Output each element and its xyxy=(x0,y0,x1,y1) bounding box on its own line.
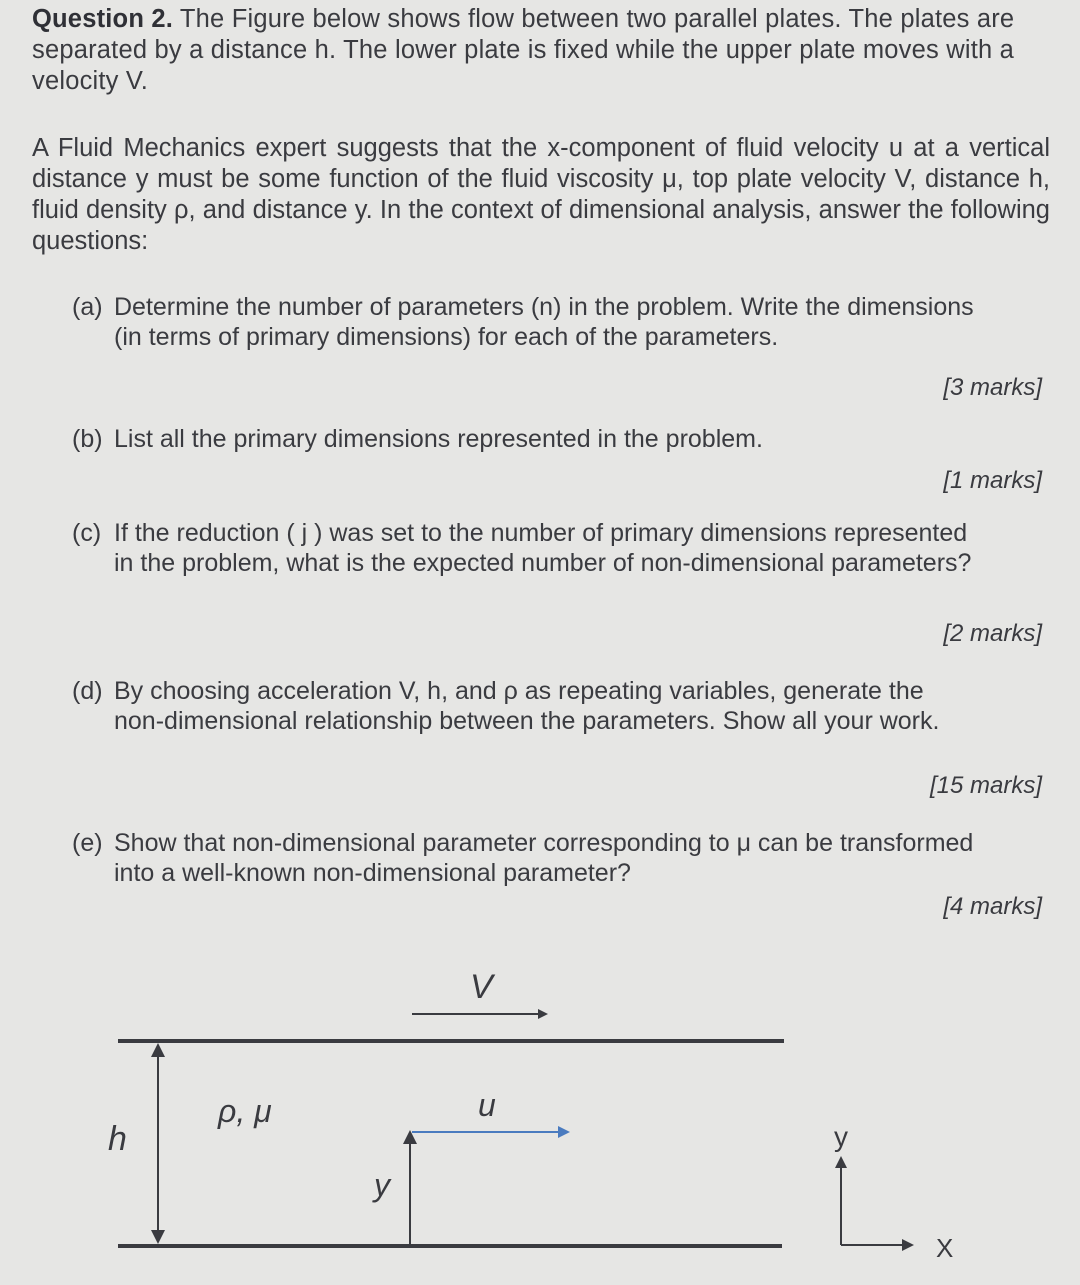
part-d-line2: non-dimensional relationship between the parameters. Show all your work. xyxy=(114,707,940,735)
part-a-line2: (in terms of primary dimensions) for each of the parameters. xyxy=(114,323,779,351)
part-c-line2: in the problem, what is the expected number of non-dimensional parameters? xyxy=(114,549,972,577)
part-c-marks: [2 marks] xyxy=(943,620,1042,647)
h-arrow-up-icon xyxy=(151,1043,165,1057)
part-a-line1: Determine the number of parameters (n) in the problem. Write the dimensions xyxy=(114,293,974,321)
part-c-line1: If the reduction ( j ) was set to the number of primary dimensions represented xyxy=(114,519,968,547)
axis-y-arrow-icon xyxy=(835,1156,847,1168)
part-b-label: (b) xyxy=(72,425,103,453)
axis-x-label: X xyxy=(936,1233,954,1263)
label-V: V xyxy=(470,968,493,1006)
part-a-marks: [3 marks] xyxy=(943,374,1042,401)
axis-x-arrow-icon xyxy=(902,1239,914,1251)
part-e-line1: Show that non-dimensional parameter corresponding to μ can be transformed xyxy=(114,829,974,857)
part-d-line1: By choosing acceleration V, h, and ρ as repeating variables, generate the xyxy=(114,677,924,705)
label-h: h xyxy=(108,1120,127,1158)
part-c-label: (c) xyxy=(72,519,102,547)
axis-y-label: y xyxy=(834,1121,848,1152)
question-number: Question 2. xyxy=(32,5,174,33)
part-a-label: (a) xyxy=(72,293,103,321)
part-e-label: (e) xyxy=(72,829,103,857)
label-u: u xyxy=(478,1087,496,1123)
part-b-marks: [1 marks] xyxy=(943,467,1042,494)
label-rho-mu: ρ, μ xyxy=(218,1093,272,1129)
question-paragraph: A Fluid Mechanics expert suggests that the x-component of fluid velocity u at a vertical distance y must be some function of the fluid viscosity μ, top plate velocity V, distance h, fluid density ρ, and distance y. In the context of dimensional analysis, answer the following questions: xyxy=(32,134,1050,255)
h-arrow-down-icon xyxy=(151,1230,165,1244)
part-d-label: (d) xyxy=(72,677,103,705)
question-intro-text: The Figure below shows flow between two parallel plates. The plates are separated by a distance h. The lower plate is fixed while the upper plate moves with a velocity V. xyxy=(32,5,1015,95)
part-e-line2: into a well-known non-dimensional parameter? xyxy=(114,859,631,887)
part-b-line1: List all the primary dimensions represented in the problem. xyxy=(114,425,763,453)
part-d-marks: [15 marks] xyxy=(929,772,1042,799)
part-e-marks: [4 marks] xyxy=(943,893,1042,920)
label-y: y xyxy=(374,1167,390,1203)
